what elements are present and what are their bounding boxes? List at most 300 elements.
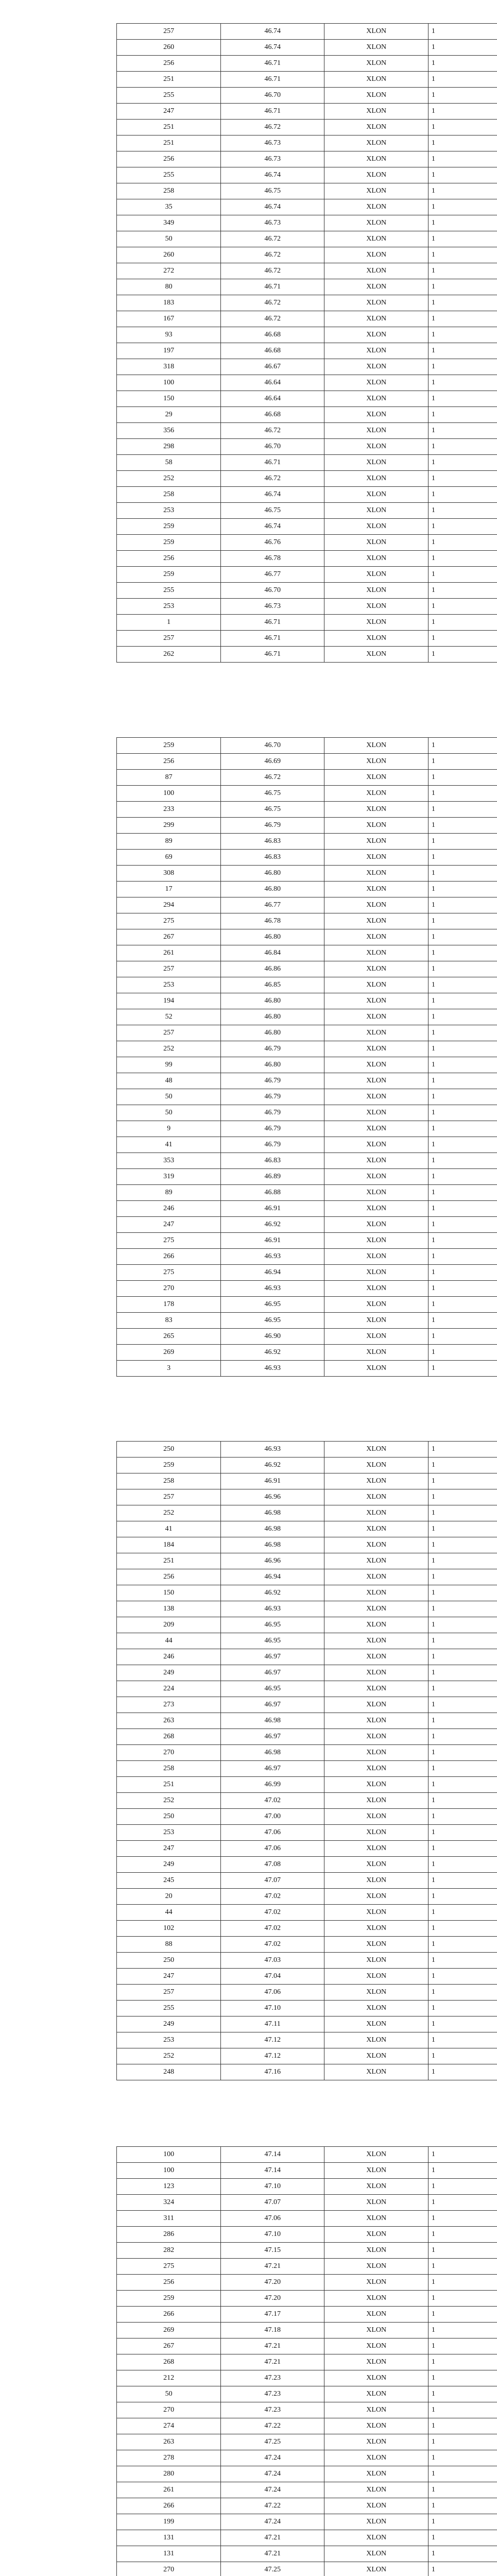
extra-cell: 1 [428,738,497,754]
price-cell: 46.93 [221,1601,324,1617]
price-cell: 46.86 [221,961,324,977]
quantity-cell: 224 [117,1681,221,1697]
extra-cell: 1 [428,423,497,439]
quantity-cell: 298 [117,439,221,455]
quantity-cell: 319 [117,1169,221,1185]
table-row [117,1281,497,1297]
price-cell: 46.70 [221,439,324,455]
venue-cell: XLON [324,1921,428,1937]
extra-cell: 1 [428,1169,497,1185]
price-cell: 47.12 [221,2032,324,2048]
venue-cell: XLON [324,1057,428,1073]
table-row [117,929,497,945]
table-row [117,2016,497,2032]
quantity-cell: 270 [117,1745,221,1761]
extra-cell: 1 [428,1713,497,1729]
venue-cell: XLON [324,1617,428,1633]
venue-cell: XLON [324,834,428,850]
table-row [117,802,497,818]
quantity-cell: 20 [117,1889,221,1905]
quantity-cell: 268 [117,2354,221,2370]
table-row [117,1345,497,1361]
extra-cell: 1 [428,2530,497,2546]
quantity-cell: 250 [117,1953,221,1969]
venue-cell: XLON [324,2546,428,2562]
extra-cell: 1 [428,2402,497,2418]
table-row [117,56,497,72]
extra-cell: 1 [428,1345,497,1361]
table-row [117,215,497,231]
quantity-cell: 89 [117,834,221,850]
table-row [117,834,497,850]
table-row [117,1025,497,1041]
quantity-cell: 268 [117,1729,221,1745]
price-cell: 46.99 [221,1777,324,1793]
extra-cell: 1 [428,279,497,295]
venue-cell: XLON [324,1537,428,1553]
extra-cell: 1 [428,1009,497,1025]
table-row [117,327,497,343]
table-row [117,1137,497,1153]
quantity-cell: 259 [117,2291,221,2307]
price-cell: 46.89 [221,1169,324,1185]
venue-cell: XLON [324,1585,428,1601]
extra-cell: 1 [428,199,497,215]
table-row [117,455,497,471]
venue-cell: XLON [324,2307,428,2323]
table-row [117,1985,497,2001]
price-cell: 47.24 [221,2514,324,2530]
table-row [117,1601,497,1617]
table-row [117,1713,497,1729]
venue-cell: XLON [324,551,428,567]
venue-cell: XLON [324,2338,428,2354]
venue-cell: XLON [324,1761,428,1777]
table-row [117,866,497,882]
venue-cell: XLON [324,1729,428,1745]
price-cell: 47.21 [221,2259,324,2275]
extra-cell: 1 [428,535,497,551]
venue-cell: XLON [324,1089,428,1105]
extra-cell: 1 [428,1825,497,1841]
price-cell: 46.75 [221,802,324,818]
table-row [117,1665,497,1681]
venue-cell: XLON [324,2032,428,2048]
venue-cell: XLON [324,1681,428,1697]
quantity-cell: 209 [117,1617,221,1633]
price-cell: 47.21 [221,2530,324,2546]
quantity-cell: 275 [117,1233,221,1249]
price-cell: 46.97 [221,1697,324,1713]
quantity-cell: 93 [117,327,221,343]
quantity-cell: 258 [117,183,221,199]
venue-cell: XLON [324,738,428,754]
venue-cell: XLON [324,2514,428,2530]
extra-cell: 1 [428,56,497,72]
extra-cell: 1 [428,1185,497,1201]
quantity-cell: 123 [117,2179,221,2195]
quantity-cell: 100 [117,2163,221,2179]
price-cell: 46.80 [221,1025,324,1041]
venue-cell: XLON [324,1857,428,1873]
venue-cell: XLON [324,1553,428,1569]
table-row [117,423,497,439]
extra-cell: 1 [428,72,497,88]
price-cell: 47.16 [221,2064,324,2080]
extra-cell: 1 [428,1089,497,1105]
quantity-cell: 252 [117,471,221,487]
venue-cell: XLON [324,1489,428,1505]
price-cell: 46.75 [221,183,324,199]
extra-cell: 1 [428,2498,497,2514]
price-cell: 47.03 [221,1953,324,1969]
table-row [117,1633,497,1649]
table-row [117,120,497,135]
price-cell: 47.22 [221,2418,324,2434]
quantity-cell: 253 [117,1825,221,1841]
table-row [117,1105,497,1121]
extra-cell: 1 [428,1793,497,1809]
extra-cell: 1 [428,961,497,977]
extra-cell: 1 [428,897,497,913]
extra-cell: 1 [428,2354,497,2370]
quantity-cell: 233 [117,802,221,818]
extra-cell: 1 [428,295,497,311]
quantity-cell: 269 [117,2323,221,2338]
table-row [117,1905,497,1921]
venue-cell: XLON [324,1265,428,1281]
quantity-cell: 197 [117,343,221,359]
venue-cell: XLON [324,2450,428,2466]
extra-cell: 1 [428,1665,497,1681]
table-row [117,2291,497,2307]
table-row [117,40,497,56]
venue-cell: XLON [324,1521,428,1537]
extra-cell: 1 [428,2259,497,2275]
quantity-cell: 267 [117,929,221,945]
price-cell: 46.84 [221,945,324,961]
extra-cell: 1 [428,615,497,631]
venue-cell: XLON [324,1697,428,1713]
extra-cell: 1 [428,1585,497,1601]
price-cell: 46.98 [221,1521,324,1537]
table-row [117,2338,497,2354]
venue-cell: XLON [324,2259,428,2275]
quantity-cell: 131 [117,2546,221,2562]
quantity-cell: 100 [117,786,221,802]
extra-cell: 1 [428,1569,497,1585]
quantity-cell: 324 [117,2195,221,2211]
extra-cell: 1 [428,1057,497,1073]
quantity-cell: 41 [117,1137,221,1153]
price-cell: 47.06 [221,1841,324,1857]
quantity-cell: 69 [117,850,221,866]
venue-cell: XLON [324,535,428,551]
price-cell: 47.25 [221,2434,324,2450]
quantity-cell: 258 [117,1761,221,1777]
table-row [117,850,497,866]
price-cell: 46.97 [221,1729,324,1745]
quantity-cell: 246 [117,1649,221,1665]
table-row [117,1729,497,1745]
table-row [117,551,497,567]
venue-cell: XLON [324,818,428,834]
price-cell: 46.97 [221,1665,324,1681]
table-row [117,1313,497,1329]
table-row [117,2147,497,2163]
extra-cell: 1 [428,1361,497,1377]
price-cell: 47.06 [221,2211,324,2227]
extra-cell: 1 [428,359,497,375]
price-cell: 46.83 [221,850,324,866]
venue-cell: XLON [324,183,428,199]
extra-cell: 1 [428,1761,497,1777]
price-cell: 47.07 [221,1873,324,1889]
table-row [117,343,497,359]
extra-cell: 1 [428,754,497,770]
extra-cell: 1 [428,231,497,247]
quantity-cell: 249 [117,1857,221,1873]
quantity-cell: 194 [117,993,221,1009]
extra-cell: 1 [428,1633,497,1649]
venue-cell: XLON [324,40,428,56]
venue-cell: XLON [324,423,428,439]
venue-cell: XLON [324,2482,428,2498]
quantity-cell: 308 [117,866,221,882]
price-cell: 46.73 [221,151,324,167]
quantity-cell: 100 [117,2147,221,2163]
extra-cell: 1 [428,913,497,929]
venue-cell: XLON [324,754,428,770]
price-cell: 47.15 [221,2243,324,2259]
table-row [117,407,497,423]
extra-cell: 1 [428,1921,497,1937]
price-cell: 46.72 [221,231,324,247]
venue-cell: XLON [324,567,428,583]
price-cell: 46.72 [221,263,324,279]
venue-cell: XLON [324,503,428,519]
venue-cell: XLON [324,1713,428,1729]
venue-cell: XLON [324,167,428,183]
table-row [117,2307,497,2323]
table-row [117,1169,497,1185]
table-row [117,786,497,802]
extra-cell: 1 [428,135,497,151]
quantity-cell: 318 [117,359,221,375]
table-row [117,1553,497,1569]
extra-cell: 1 [428,1553,497,1569]
table-row [117,2227,497,2243]
table-row [117,311,497,327]
quantity-cell: 150 [117,1585,221,1601]
table-row [117,2179,497,2195]
price-cell: 46.92 [221,1458,324,1473]
extra-cell: 1 [428,1521,497,1537]
extra-cell: 1 [428,151,497,167]
venue-cell: XLON [324,1201,428,1217]
table-row [117,1969,497,1985]
quantity-cell: 131 [117,2530,221,2546]
quantity-cell: 50 [117,1089,221,1105]
extra-cell: 1 [428,2434,497,2450]
table-row [117,183,497,199]
quantity-cell: 247 [117,1217,221,1233]
quantity-cell: 252 [117,1505,221,1521]
venue-cell: XLON [324,1025,428,1041]
price-cell: 47.02 [221,1921,324,1937]
extra-cell: 1 [428,167,497,183]
table-row [117,1841,497,1857]
table-row [117,1921,497,1937]
price-cell: 46.71 [221,631,324,647]
table-row [117,2064,497,2080]
quantity-cell: 353 [117,1153,221,1169]
extra-cell: 1 [428,1937,497,1953]
extra-cell: 1 [428,1681,497,1697]
quantity-cell: 167 [117,311,221,327]
quantity-cell: 259 [117,519,221,535]
price-cell: 46.73 [221,215,324,231]
price-cell: 46.74 [221,167,324,183]
price-cell: 46.67 [221,359,324,375]
extra-cell: 1 [428,2370,497,2386]
quantity-cell: 102 [117,1921,221,1937]
table-row [117,2275,497,2291]
table-row [117,1617,497,1633]
venue-cell: XLON [324,1937,428,1953]
table-row [117,1473,497,1489]
extra-cell: 1 [428,247,497,263]
venue-cell: XLON [324,104,428,120]
venue-cell: XLON [324,2048,428,2064]
extra-cell: 1 [428,343,497,359]
price-cell: 47.10 [221,2179,324,2195]
price-cell: 46.80 [221,1009,324,1025]
trades-table-2 [116,737,497,1377]
price-cell: 47.04 [221,1969,324,1985]
extra-cell: 1 [428,1601,497,1617]
venue-cell: XLON [324,295,428,311]
quantity-cell: 258 [117,1473,221,1489]
price-cell: 46.88 [221,1185,324,1201]
extra-cell: 1 [428,1137,497,1153]
price-cell: 46.93 [221,1281,324,1297]
price-cell: 46.71 [221,56,324,72]
quantity-cell: 252 [117,1793,221,1809]
venue-cell: XLON [324,1185,428,1201]
price-cell: 46.95 [221,1313,324,1329]
table-row [117,2402,497,2418]
price-cell: 46.79 [221,1089,324,1105]
quantity-cell: 263 [117,1713,221,1729]
table-row [117,1073,497,1089]
quantity-cell: 273 [117,1697,221,1713]
extra-cell: 1 [428,977,497,993]
extra-cell: 1 [428,567,497,583]
price-cell: 46.79 [221,1137,324,1153]
venue-cell: XLON [324,770,428,786]
table-row [117,2243,497,2259]
table-row [117,583,497,599]
extra-cell: 1 [428,263,497,279]
table-row [117,631,497,647]
price-cell: 46.72 [221,247,324,263]
quantity-cell: 87 [117,770,221,786]
extra-cell: 1 [428,1857,497,1873]
extra-cell: 1 [428,375,497,391]
table-row [117,1761,497,1777]
venue-cell: XLON [324,913,428,929]
venue-cell: XLON [324,961,428,977]
quantity-cell: 260 [117,40,221,56]
table-row [117,1201,497,1217]
table-row [117,1521,497,1537]
venue-cell: XLON [324,647,428,663]
price-cell: 46.70 [221,583,324,599]
venue-cell: XLON [324,1137,428,1153]
quantity-cell: 255 [117,167,221,183]
quantity-cell: 311 [117,2211,221,2227]
price-cell: 47.22 [221,2498,324,2514]
quantity-cell: 9 [117,1121,221,1137]
extra-cell: 1 [428,88,497,104]
table-row [117,1825,497,1841]
extra-cell: 1 [428,439,497,455]
quantity-cell: 251 [117,1777,221,1793]
trades-table-1 [116,23,497,663]
quantity-cell: 35 [117,199,221,215]
venue-cell: XLON [324,120,428,135]
extra-cell: 1 [428,2179,497,2195]
venue-cell: XLON [324,327,428,343]
table-row [117,1697,497,1713]
quantity-cell: 272 [117,263,221,279]
quantity-cell: 41 [117,1521,221,1537]
price-cell: 46.68 [221,327,324,343]
table-row [117,487,497,503]
venue-cell: XLON [324,977,428,993]
price-cell: 46.70 [221,738,324,754]
price-cell: 47.24 [221,2482,324,2498]
price-cell: 46.95 [221,1617,324,1633]
extra-cell: 1 [428,1617,497,1633]
extra-cell: 1 [428,1777,497,1793]
extra-cell: 1 [428,40,497,56]
price-cell: 47.06 [221,1985,324,2001]
venue-cell: XLON [324,615,428,631]
extra-cell: 1 [428,631,497,647]
quantity-cell: 150 [117,391,221,407]
extra-cell: 1 [428,2016,497,2032]
quantity-cell: 80 [117,279,221,295]
table-row [117,770,497,786]
table-row [117,1873,497,1889]
table-row [117,599,497,615]
price-cell: 47.02 [221,1937,324,1953]
table-row [117,72,497,88]
venue-cell: XLON [324,786,428,802]
quantity-cell: 256 [117,151,221,167]
table-row [117,818,497,834]
table-row [117,2450,497,2466]
price-cell: 46.72 [221,770,324,786]
venue-cell: XLON [324,2418,428,2434]
table-row [117,1458,497,1473]
venue-cell: XLON [324,802,428,818]
quantity-cell: 253 [117,599,221,615]
quantity-cell: 280 [117,2466,221,2482]
price-cell: 46.71 [221,455,324,471]
